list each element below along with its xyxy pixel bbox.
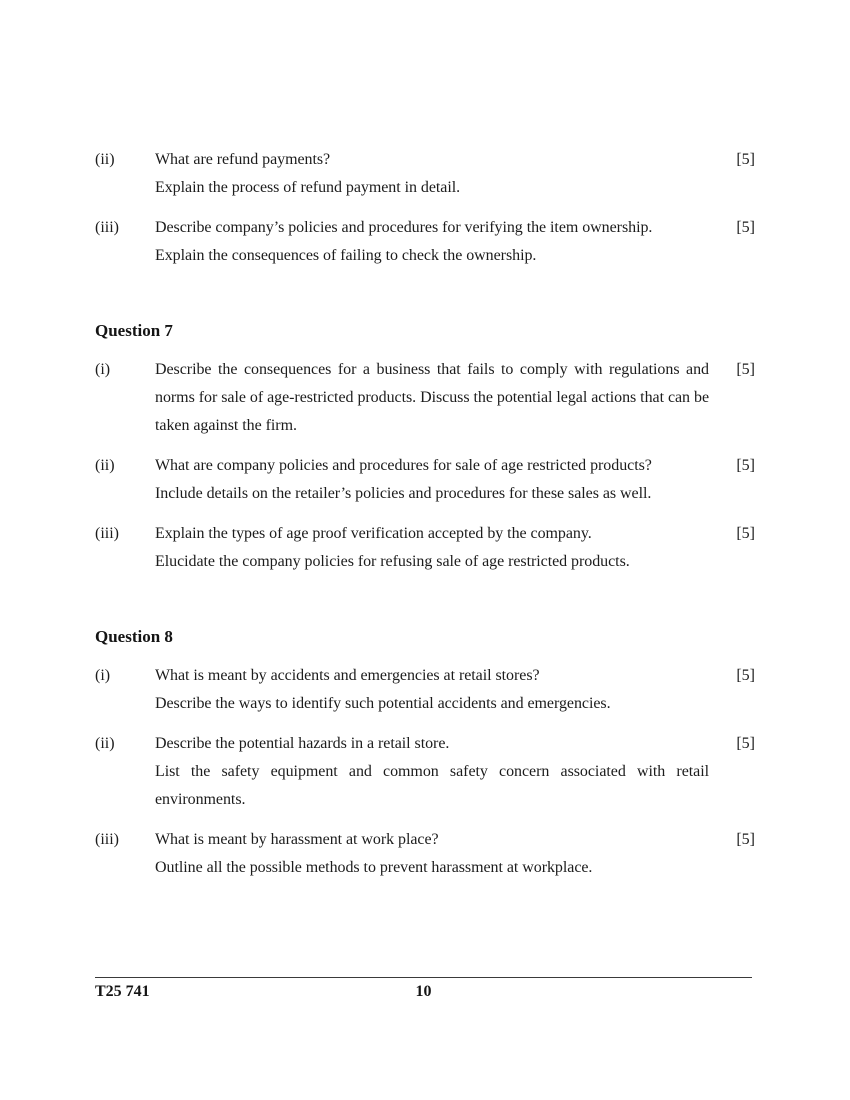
item-text [155, 214, 709, 270]
question-item [95, 214, 755, 270]
question-item [95, 452, 755, 508]
item-numeral: (ii) [95, 735, 115, 752]
item-marks: [5] [736, 457, 755, 474]
section-heading-question-7: Question 7 [95, 321, 173, 340]
item-paragraph: Explain the consequences of failing to check the ownership. [155, 247, 537, 264]
item-numeral: (i) [95, 361, 111, 378]
paper-code: T25 741 [95, 983, 150, 1000]
item-paragraph: List the safety equipment and common safety concern associated with retail environments. [155, 763, 709, 808]
item-paragraph: Include details on the retailer’s policies and procedures for these sales as well. [155, 485, 652, 502]
item-marks: [5] [736, 525, 755, 542]
item-paragraph: What are refund payments? [155, 151, 331, 168]
question-item [95, 826, 755, 882]
section-heading-question-8: Question 8 [95, 627, 173, 646]
item-text [155, 146, 709, 202]
item-numeral: (iii) [95, 219, 119, 236]
item-text [155, 662, 709, 718]
item-marks: [5] [736, 151, 755, 168]
item-paragraph: Explain the process of refund payment in detail. [155, 179, 461, 196]
question-content [95, 0, 755, 894]
page-number: 10 [415, 983, 432, 1000]
item-marks: [5] [736, 831, 755, 848]
item-text [155, 356, 709, 440]
item-numeral: (ii) [95, 457, 115, 474]
item-numeral: (iii) [95, 831, 119, 848]
item-paragraph: Describe company’s policies and procedures for verifying the item ownership. [155, 219, 653, 236]
question-item [95, 662, 755, 718]
item-paragraph: Elucidate the company policies for refusing sale of age restricted products. [155, 553, 630, 570]
item-numeral: (i) [95, 667, 111, 684]
item-paragraph: Outline all the possible methods to prevent harassment at workplace. [155, 859, 593, 876]
item-paragraph: Describe the consequences for a business that fails to comply with regulations and norms for sale of age-restricted products. Discuss the potential legal actions that can be taken against the firm. [155, 361, 709, 434]
item-paragraph: Describe the ways to identify such potential accidents and emergencies. [155, 695, 611, 712]
item-marks: [5] [736, 361, 755, 378]
question-item [95, 730, 755, 814]
item-paragraph: What are company policies and procedures for sale of age restricted products? [155, 457, 652, 474]
question-item [95, 146, 755, 202]
item-paragraph: Explain the types of age proof verification accepted by the company. [155, 525, 592, 542]
item-numeral: (iii) [95, 525, 119, 542]
question-item [95, 520, 755, 576]
item-paragraph: What is meant by harassment at work place? [155, 831, 439, 848]
item-text [155, 730, 709, 814]
question-item [95, 356, 755, 440]
item-text [155, 520, 709, 576]
item-paragraph: Describe the potential hazards in a retail store. [155, 735, 450, 752]
item-text [155, 826, 709, 882]
item-numeral: (ii) [95, 151, 115, 168]
page-footer [95, 977, 752, 1001]
item-marks: [5] [736, 735, 755, 752]
item-marks: [5] [736, 219, 755, 236]
item-marks: [5] [736, 667, 755, 684]
item-text [155, 452, 709, 508]
item-paragraph: What is meant by accidents and emergencies at retail stores? [155, 667, 540, 684]
